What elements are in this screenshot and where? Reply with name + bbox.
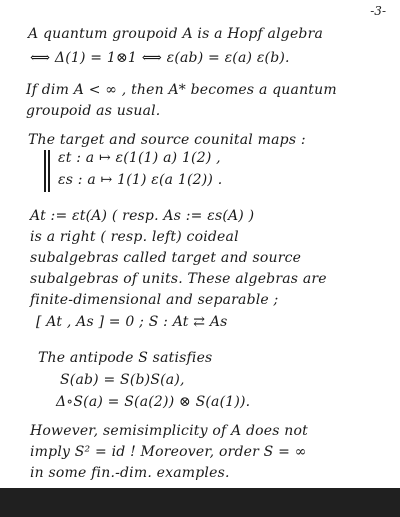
text-line: subalgebras of units. These algebras are xyxy=(30,271,327,287)
text-line: εt : a ↦ ε(1(1) a) 1(2) , xyxy=(58,150,221,166)
text-line: At := εt(A) ( resp. As := εs(A) ) xyxy=(30,208,255,224)
text-line: in some fin.-dim. examples. xyxy=(30,465,230,481)
text-line: S(ab) = S(b)S(a), xyxy=(60,372,185,388)
text-line: If dim A < ∞ , then A* becomes a quantum xyxy=(26,82,337,98)
text-line: Δ∘S(a) = S(a(2)) ⊗ S(a(1)). xyxy=(56,394,251,410)
text-line: is a right ( resp. left) coideal xyxy=(30,229,239,245)
text-line: A quantum groupoid A is a Hopf algebra xyxy=(28,26,324,42)
system-brace xyxy=(44,150,46,192)
text-line: However, semisimplicity of A does not xyxy=(30,423,308,439)
text-line: εs : a ↦ 1(1) ε(a 1(2)) . xyxy=(58,172,223,188)
text-line: groupoid as usual. xyxy=(26,103,161,119)
text-line: The antipode S satisfies xyxy=(38,350,213,366)
text-line: ⟺ Δ(1) = 1⊗1 ⟺ ε(ab) = ε(a) ε(b). xyxy=(30,50,290,66)
system-brace xyxy=(48,150,50,192)
text-line: imply S² = id ! Moreover, order S = ∞ xyxy=(30,444,307,460)
text-line: finite-dimensional and separable ; xyxy=(30,292,279,308)
scan-bottom-band xyxy=(0,488,400,517)
text-line: subalgebras called target and source xyxy=(30,250,302,266)
page-number: -3- xyxy=(370,4,386,18)
text-line: [ At , As ] = 0 ; S : At ⇄ As xyxy=(36,314,228,330)
text-line: The target and source counital maps : xyxy=(28,132,306,148)
